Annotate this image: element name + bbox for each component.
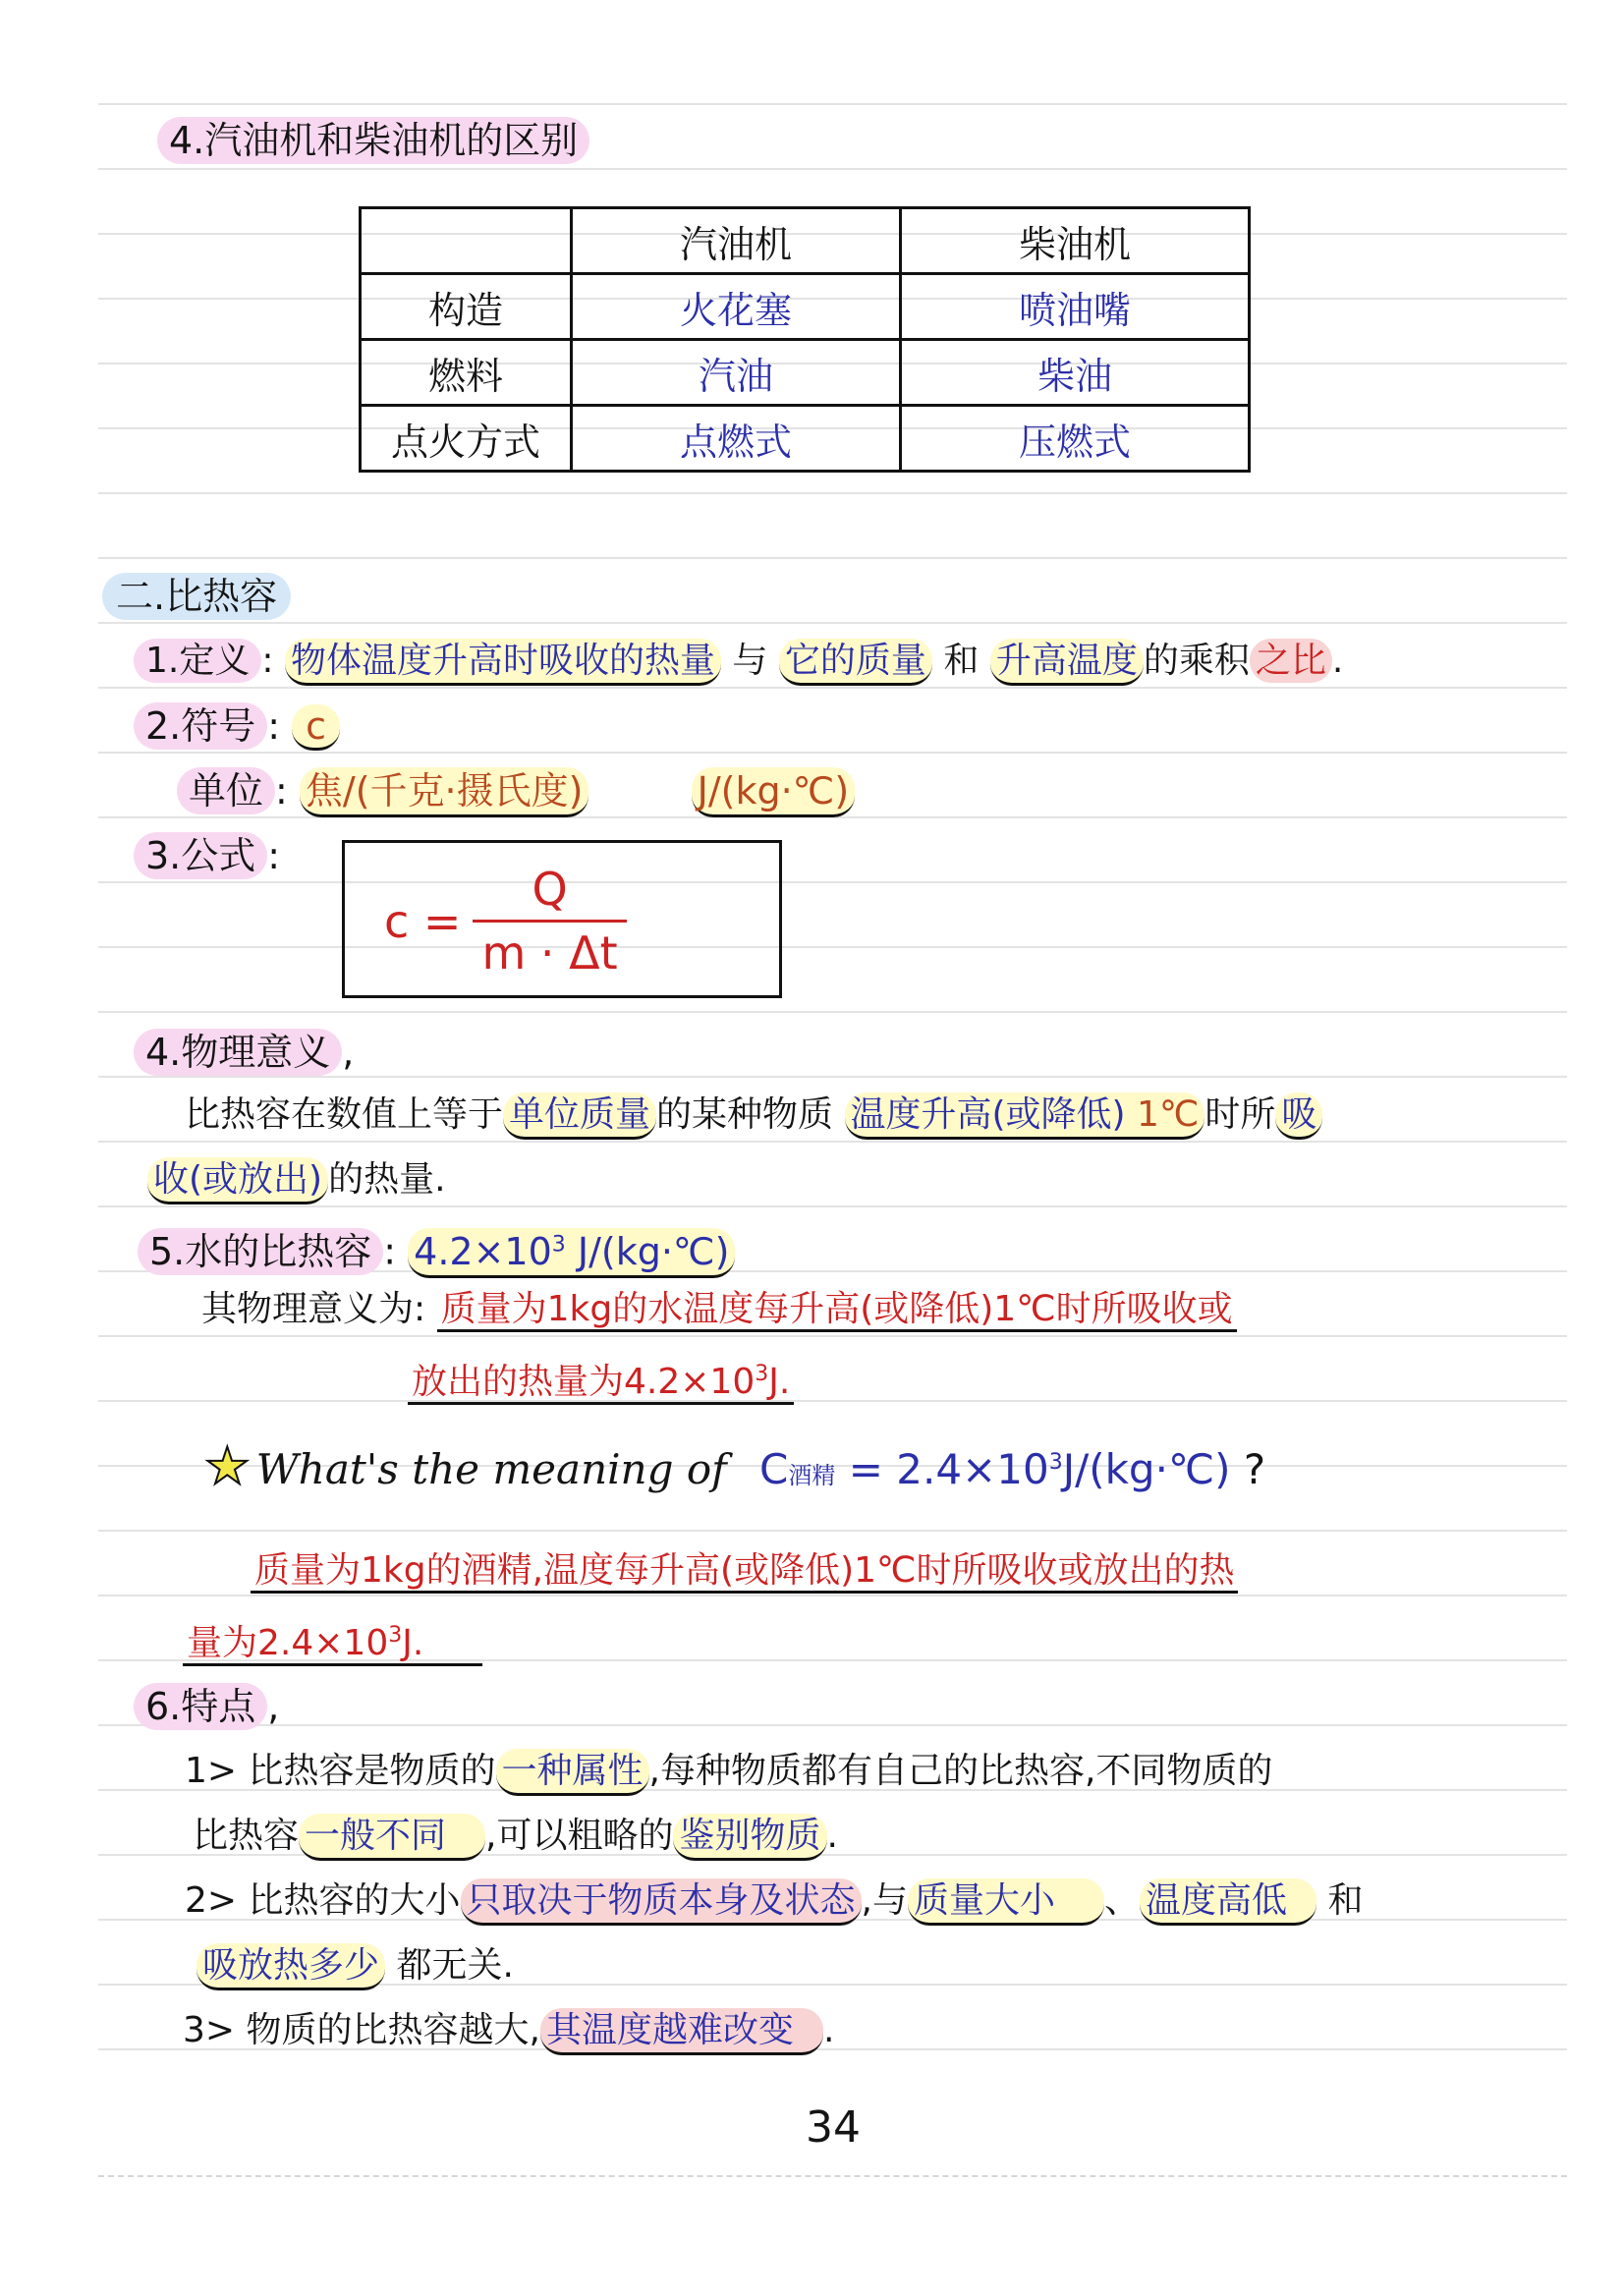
- chapter-heading-specific-heat: [102, 572, 291, 621]
- c-symbol: C: [759, 1445, 789, 1493]
- water-meaning-line2: [408, 1350, 794, 1407]
- unit-label: 单位: [177, 767, 275, 814]
- rule-line: [98, 1530, 1567, 1532]
- physical-meaning-label: 4.物理意义: [134, 1029, 342, 1076]
- formula-line: 3.公式 :: [134, 831, 280, 880]
- physical-meaning-line1: [185, 1091, 1322, 1140]
- engine-comparison-table: [359, 206, 1251, 473]
- text: 都无关.: [396, 1945, 514, 1986]
- blank-heat-exchange: 吸放热多少: [196, 1943, 385, 1990]
- text: 比热容: [193, 1816, 300, 1856]
- answer-text: 质量为1kg的酒精,温度每升高(或降低)1℃时所吸收或放出的热: [251, 1550, 1238, 1594]
- formula-lhs: c =: [384, 894, 462, 948]
- gasoline-cell: 汽油: [572, 340, 901, 406]
- diesel-cell: 柴油: [901, 340, 1250, 406]
- water-meaning-line1: 其物理意义为: 质量为1kg的水温度每升高(或降低)1℃时所吸收或: [201, 1285, 1237, 1334]
- text: ,每种物质都有自己的比热容,不同物质的: [648, 1751, 1273, 1791]
- feature-2-line1: [185, 1876, 1364, 1926]
- gasoline-cell: 点燃式: [572, 406, 901, 472]
- unit-text: J/(kg·℃): [1062, 1445, 1231, 1493]
- blank-property: 一种属性: [496, 1749, 649, 1796]
- definition-line: 1.定义 : 物体温度升高时吸收的热量 与 它的质量 和 升高温度 的乘积 之比 .: [134, 637, 1343, 686]
- rule-line: [98, 1141, 1567, 1143]
- rule-line: [98, 557, 1567, 559]
- formula-numerator: Q: [473, 863, 626, 923]
- text: 2> 比热容的大小: [185, 1880, 461, 1921]
- unit-chinese: 焦/(千克·摄氏度): [300, 767, 589, 817]
- water-label: 5.水的比热容: [138, 1228, 383, 1275]
- blank-generally-different: 一般不同: [299, 1814, 485, 1861]
- text: 和: [943, 641, 980, 681]
- water-specific-heat-line: 5.水的比热容 : $4.2\times 10^3$ J/(kg·℃): [138, 1220, 735, 1276]
- rule-line: [98, 103, 1567, 105]
- specific-heat-formula: [384, 863, 627, 980]
- symbol-line: 2.符号 : c: [134, 701, 340, 751]
- section-heading-engines: [157, 116, 589, 165]
- feature-2-line2: [196, 1941, 514, 1990]
- rule-line: [98, 168, 1567, 170]
- row-label: 点火方式: [361, 406, 572, 472]
- exponent: 3: [1048, 1450, 1063, 1475]
- blank-depends-only: 只取决于物质本身及状态: [461, 1878, 862, 1926]
- text: 的乘积: [1143, 641, 1250, 681]
- table-row: [361, 274, 1250, 340]
- answer-line1: [251, 1546, 1238, 1596]
- rule-line: [98, 1335, 1567, 1337]
- answer-line2: [183, 1611, 482, 1668]
- diesel-cell: 压燃式: [901, 406, 1250, 472]
- text: 的热量.: [328, 1159, 446, 1200]
- value-text: = 2.4×10: [835, 1445, 1049, 1493]
- features-heading: 6.特点 ,: [134, 1682, 279, 1731]
- blank-identify-substance: 鉴别物质: [673, 1814, 826, 1861]
- feature-3-line: [183, 2006, 834, 2055]
- symbol-value: c: [292, 704, 340, 751]
- unit-si: J/(kg·℃): [692, 767, 856, 817]
- c-subscript: 酒精: [788, 1462, 836, 1489]
- chapter-title: 二.比热容: [102, 573, 291, 620]
- blank-temp-rise: 升高温度: [990, 639, 1144, 686]
- blank-harder-to-change: 其温度越难改变: [540, 2008, 823, 2055]
- text: 与: [732, 641, 768, 681]
- rule-line: [98, 1400, 1567, 1402]
- alcohol-specific-heat: [759, 1445, 1230, 1493]
- table-header-row: [361, 208, 1250, 274]
- gasoline-cell: 火花塞: [572, 274, 901, 340]
- water-meaning-text: 质量为1kg的水温度每升高(或降低)1℃时所吸收或: [437, 1289, 1237, 1332]
- text: .: [1331, 641, 1344, 681]
- one-degree: 1℃: [1137, 1094, 1200, 1135]
- table-row: [361, 340, 1250, 406]
- text: 的某种物质: [656, 1094, 834, 1135]
- diesel-cell: 喷油嘴: [901, 274, 1250, 340]
- page-bottom-dashed-line: [98, 2175, 1567, 2177]
- rule-line: [98, 881, 1567, 883]
- rule-line: [98, 946, 1567, 948]
- rule-line: [98, 1724, 1567, 1726]
- text: 量为2.4×10: [187, 1623, 389, 1663]
- meaning-label: 其物理意义为: [201, 1289, 415, 1329]
- table-header-cell: [361, 208, 572, 274]
- formula-denominator: m · Δt: [481, 926, 618, 980]
- rule-line: [98, 687, 1567, 689]
- table-header-cell: 柴油机: [901, 208, 1250, 274]
- unit-text: J/(kg·℃): [565, 1229, 730, 1273]
- unit-line: 单位 : 焦/(千克·摄氏度) J/(kg·℃): [177, 766, 855, 815]
- water-meaning-text: [408, 1362, 794, 1405]
- row-label: 燃料: [361, 340, 572, 406]
- exponent: 3: [551, 1232, 566, 1257]
- formula-label: 3.公式: [134, 832, 267, 879]
- text: 、: [1104, 1880, 1141, 1921]
- text: 和: [1327, 1880, 1364, 1921]
- blank-heat-absorbed: 物体温度升高时吸收的热量: [285, 639, 721, 686]
- star-icon: ★: [204, 1437, 251, 1496]
- rule-line: [98, 622, 1567, 624]
- text: ,与: [861, 1880, 908, 1921]
- exponent: 3: [755, 1362, 769, 1386]
- value-text: 4.2×10: [414, 1229, 552, 1273]
- question-prompt: What's the meaning of: [255, 1445, 727, 1493]
- answer-text: [183, 1623, 482, 1666]
- blank-mass: 它的质量: [779, 639, 932, 686]
- rule-line: [98, 752, 1567, 754]
- question-line: [204, 1438, 1265, 1500]
- exponent: 3: [388, 1623, 403, 1648]
- text: 3> 物质的比热容越大,: [183, 2010, 540, 2050]
- definition-label: 1.定义: [134, 639, 261, 683]
- formula-fraction: [473, 863, 626, 980]
- heading-text: 4.汽油机和柴油机的区别: [157, 117, 589, 164]
- text: ,可以粗略的: [485, 1816, 674, 1856]
- features-label: 6.特点: [134, 1683, 267, 1730]
- symbol-label: 2.符号: [134, 702, 267, 750]
- blank-temperature: 温度高低: [1140, 1878, 1316, 1926]
- table-row: [361, 406, 1250, 472]
- physical-meaning-heading: 4.物理意义 ,: [134, 1028, 354, 1077]
- feature-1-line2: [193, 1812, 838, 1861]
- text: 1> 比热容是物质的: [185, 1751, 496, 1791]
- question-mark: ?: [1243, 1445, 1266, 1493]
- blank-unit-mass: 单位质量: [503, 1092, 656, 1140]
- formula-box: [342, 840, 782, 998]
- blank-mass-size: 质量大小: [908, 1878, 1104, 1926]
- water-value: [408, 1228, 735, 1278]
- rule-line: [98, 1011, 1567, 1013]
- ratio-word: 之比: [1250, 639, 1332, 683]
- text: 放出的热量为4.2×10: [412, 1362, 756, 1402]
- rule-line: [98, 492, 1567, 494]
- blank-absorb-part: 吸: [1275, 1092, 1322, 1140]
- feature-1-line1: [185, 1747, 1272, 1796]
- text: 比热容在数值上等于: [185, 1094, 504, 1135]
- text: .: [826, 1816, 838, 1856]
- text: J.: [402, 1623, 424, 1663]
- blank-absorb-release: 收(或放出): [147, 1157, 328, 1204]
- blank-text: 温度升高(或降低): [850, 1094, 1126, 1135]
- physical-meaning-line2: [147, 1155, 446, 1204]
- table-header-cell: 汽油机: [572, 208, 901, 274]
- rule-line: [98, 1205, 1567, 1207]
- blank-temp-change: [845, 1092, 1205, 1140]
- page-number: 34: [806, 2102, 861, 2153]
- row-label: 构造: [361, 274, 572, 340]
- text: 时所: [1204, 1094, 1276, 1135]
- text: .: [822, 2010, 835, 2050]
- text: J.: [768, 1362, 791, 1402]
